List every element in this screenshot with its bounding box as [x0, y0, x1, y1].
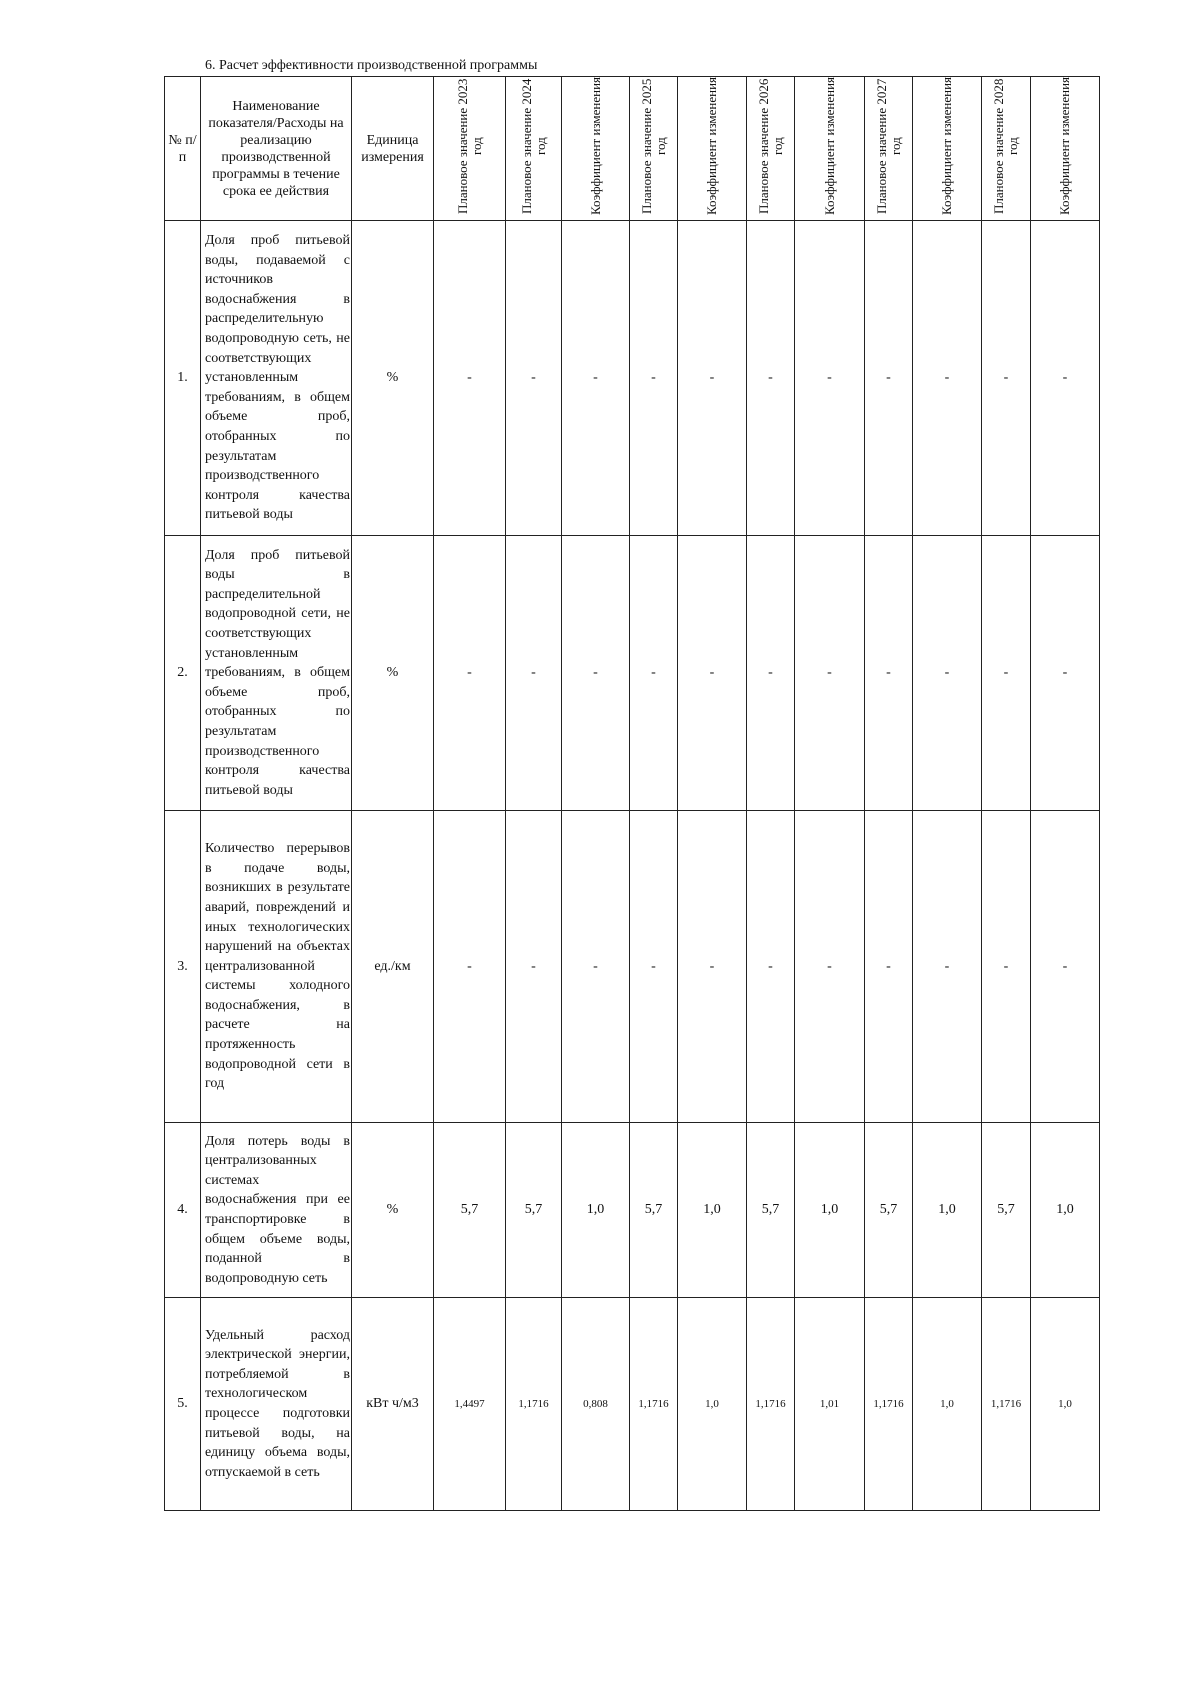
header-coef-2024-label: Коэффициент изменения [587, 76, 603, 215]
value-cell: - [795, 221, 865, 536]
value-cell: - [1031, 811, 1100, 1123]
unit-cell: кВт ч/м3 [352, 1298, 434, 1511]
indicator-name: Количество перерывов в подаче воды, возникших в результате аварий, повреждений и иных технологических нарушений на объектах централизованной системы холодного водоснабжения, в расчете на протяженность водопроводной сети в год [201, 811, 352, 1123]
value-cell: - [434, 536, 506, 811]
value-cell: - [913, 536, 982, 811]
value-cell: - [678, 221, 747, 536]
value-cell: 1,0 [913, 1298, 982, 1511]
value-cell: - [434, 221, 506, 536]
value-cell: 1,01 [795, 1298, 865, 1511]
header-plan-2028-label: Плановое значение 2028 год [991, 78, 1020, 214]
header-plan-2025-label: Плановое значение 2025 год [638, 78, 668, 214]
value-cell: - [795, 811, 865, 1123]
header-plan-2024-label: Плановое значение 2024 год [518, 78, 548, 214]
value-cell: - [630, 811, 678, 1123]
value-cell: - [913, 221, 982, 536]
value-cell: - [678, 536, 747, 811]
row-number: 2. [165, 536, 201, 811]
row-number: 3. [165, 811, 201, 1123]
indicator-name: Доля проб питьевой воды в распределительной водопроводной сети, не соответствующих установленным требованиям, в общем объеме проб, отобранных по результатам производственного контроля качества питьевой воды [201, 536, 352, 811]
value-cell: 1,1716 [506, 1298, 562, 1511]
header-plan-2023-label: Плановое значение 2023 год [454, 78, 484, 214]
value-cell: - [747, 811, 795, 1123]
header-coef-2025 [678, 77, 747, 221]
value-cell: - [1031, 536, 1100, 811]
header-plan-2027 [865, 77, 913, 221]
efficiency-table [164, 76, 1100, 1511]
unit-cell: % [352, 536, 434, 811]
header-plan-2024 [506, 77, 562, 221]
value-cell: 1,0 [678, 1123, 747, 1298]
header-coef-2026 [795, 77, 865, 221]
header-plan-2027-label: Плановое значение 2027 год [873, 78, 903, 214]
value-cell: 5,7 [630, 1123, 678, 1298]
value-cell: - [630, 221, 678, 536]
value-cell: - [562, 536, 630, 811]
header-coef-2026-label: Коэффициент изменения [821, 76, 837, 215]
value-cell: - [747, 221, 795, 536]
header-num: № п/п [165, 77, 201, 221]
value-cell: - [506, 811, 562, 1123]
value-cell: - [506, 536, 562, 811]
table-row [165, 1298, 1100, 1511]
value-cell: 5,7 [506, 1123, 562, 1298]
value-cell: 1,0 [1031, 1123, 1100, 1298]
header-plan-2025 [630, 77, 678, 221]
value-cell: - [982, 221, 1031, 536]
value-cell: - [562, 811, 630, 1123]
header-coef-2028-label: Коэффициент изменения [1057, 76, 1072, 215]
header-coef-2025-label: Коэффициент изменения [704, 76, 719, 215]
row-number: 4. [165, 1123, 201, 1298]
value-cell: - [434, 811, 506, 1123]
value-cell: - [506, 221, 562, 536]
table-row [165, 536, 1100, 811]
value-cell: - [630, 536, 678, 811]
header-plan-2026-label: Плановое значение 2026 год [755, 78, 785, 214]
value-cell: 5,7 [865, 1123, 913, 1298]
value-cell: 5,7 [434, 1123, 506, 1298]
row-number: 1. [165, 221, 201, 536]
value-cell: 1,0 [678, 1298, 747, 1511]
header-coef-2027-label: Коэффициент изменения [939, 76, 954, 215]
row-number: 5. [165, 1298, 201, 1511]
value-cell: 5,7 [982, 1123, 1031, 1298]
table-row [165, 1123, 1100, 1298]
value-cell: 5,7 [747, 1123, 795, 1298]
value-cell: - [1031, 221, 1100, 536]
header-coef-2027 [913, 77, 982, 221]
header-plan-2026 [747, 77, 795, 221]
header-coef-2024 [562, 77, 630, 221]
unit-cell: ед./км [352, 811, 434, 1123]
value-cell: - [913, 811, 982, 1123]
value-cell: - [795, 536, 865, 811]
value-cell: 1,0 [1031, 1298, 1100, 1511]
value-cell: 1,0 [795, 1123, 865, 1298]
value-cell: 0,808 [562, 1298, 630, 1511]
value-cell: 1,0 [562, 1123, 630, 1298]
header-plan-2028 [982, 77, 1031, 221]
value-cell: - [982, 536, 1031, 811]
unit-cell: % [352, 221, 434, 536]
header-plan-2023 [434, 77, 506, 221]
indicator-name: Доля проб питьевой воды, подаваемой с источников водоснабжения в распределительную водопроводную сеть, не соответствующих установленным требованиям, в общем объеме проб, отобранных по результатам производственного контроля качества питьевой воды [201, 221, 352, 536]
indicator-name: Доля потерь воды в централизованных системах водоснабжения при ее транспортировке в общем объеме воды, поданной в водопроводную сеть [201, 1123, 352, 1298]
value-cell: 1,1716 [982, 1298, 1031, 1511]
value-cell: 1,4497 [434, 1298, 506, 1511]
value-cell: 1,1716 [865, 1298, 913, 1511]
header-row [165, 77, 1100, 221]
table-row [165, 221, 1100, 536]
header-name: Наименование показателя/Расходы на реализацию производственной программы в течение срока ее действия [201, 77, 352, 221]
value-cell: - [865, 811, 913, 1123]
value-cell: - [747, 536, 795, 811]
value-cell: - [678, 811, 747, 1123]
indicator-name: Удельный расход электрической энергии, потребляемой в технологическом процессе подготовки питьевой воды, на единицу объема воды, отпускаемой в сеть [201, 1298, 352, 1511]
value-cell: - [982, 811, 1031, 1123]
table-row [165, 811, 1100, 1123]
header-unit: Единица измерения [352, 77, 434, 221]
value-cell: - [562, 221, 630, 536]
page-title: 6. Расчет эффективности производственной программы [205, 58, 538, 73]
value-cell: 1,1716 [630, 1298, 678, 1511]
value-cell: 1,1716 [747, 1298, 795, 1511]
value-cell: - [865, 221, 913, 536]
value-cell: - [865, 536, 913, 811]
value-cell: 1,0 [913, 1123, 982, 1298]
unit-cell: % [352, 1123, 434, 1298]
header-coef-2028 [1031, 77, 1100, 221]
